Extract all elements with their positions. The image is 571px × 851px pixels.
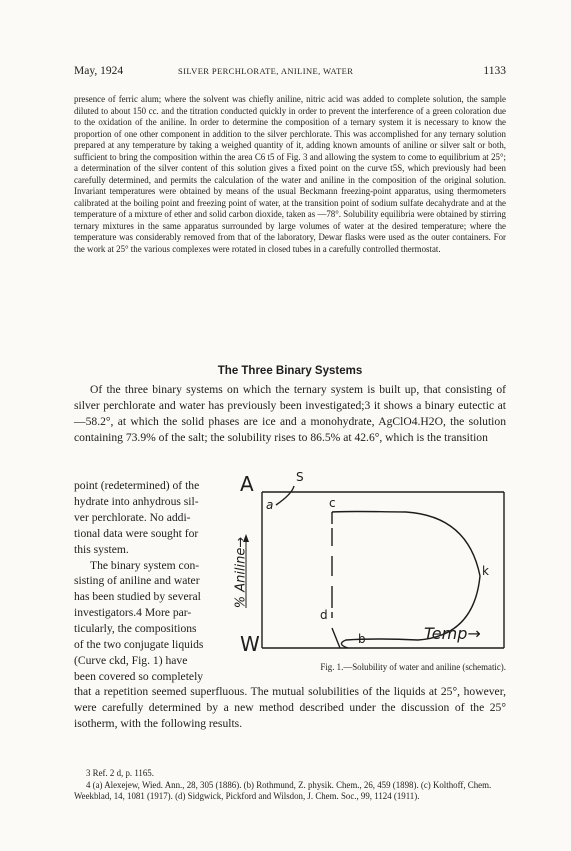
solubility-diagram (236, 468, 506, 680)
wrap-line: tional data were sought for (74, 526, 199, 540)
wrap-line: The binary system con- (90, 558, 200, 572)
footnotes (74, 768, 506, 803)
figure-1 (233, 468, 506, 680)
curve-as (276, 486, 294, 505)
wrap-line: this system. (74, 542, 129, 556)
footnote: 4 (a) Alexejew, Wied. Ann., 28, 305 (1886). (b) Rothmund, Z. physik. Chem., 26, 459 (1898). (c) Kolthoff, Chem. Weekblad, 14, 1081 (1917). (d) Sidgwick, Pickford and Wilsdon, J. Chem. Soc., 99, 1124 (1911). (74, 779, 492, 801)
wrapped-text-column (74, 478, 234, 685)
wrap-line: been covered so completely (74, 669, 204, 683)
methods-section (74, 94, 506, 255)
header-date: May, 1924 (74, 65, 124, 77)
label-a: a (266, 498, 274, 512)
x-axis-label: Temp→ (424, 624, 481, 643)
closing-block (74, 684, 506, 732)
y-axis-label: % Aniline→ (233, 536, 249, 609)
methods-paragraph: presence of ferric alum; where the solvent was chiefly aniline, nitric acid was added to complete solution, the sample diluted to about 150 cc. and the titration conducted quickly in order to prevent the interference of a green coloration due to the oxidation of the aniline. In order to determine the composition of a ternary system it is necessary to know the proportion of one other component in addition to the silver perchlorate. This was accomplished for any ternary solution prepared at any temperature by taking a weighed quantity of it, adding known amounts of aniline or silver salt or both, sufficient to bring the composition within the area C6 t5 of Fig. 3 and allowing the system to come to equilibrium at 25°; a determination of the silver content of this solution gives a fixed point on the curve t5S, which previously had been carefully determined, and permits the calculation of the water and aniline in the composition of the original solution. Invariant temperatures were obtained by means of the usual Beckmann freezing-point apparatus, using thermometers calibrated at the boiling point and freezing point of water, at the transition point of sodium sulfate decahydrate and at the temperature of a mixture of ether and solid carbon dioxide, taken as —78°. Solubility equilibria were obtained by stirring ternary mixtures in the same apparatus surrounded by large volumes of water at the desired temperature; where the temperature was considerably removed from that of the laboratory, Dewar flasks were used as the outer containers. For the work at 25° the various complexes were rotated in closed tubes in a carefully controlled thermostat. (74, 94, 506, 254)
wrap-line: (Curve ckd, Fig. 1) have (74, 653, 188, 667)
page-number: 1133 (483, 65, 506, 77)
wrap-line: of the two conjugate liquids (74, 638, 204, 652)
closing-paragraph: that a repetition seemed superfluous. The mutual solubilities of the liquids at 25°, however, were carefully determined by a new method described under the discussion of the 25° isotherm, with the following results. (74, 685, 506, 730)
figure-caption: Fig. 1.—Solubility of water and aniline (schematic). (320, 662, 506, 672)
running-header (74, 65, 506, 79)
footnote: 3 Ref. 2 d, p. 1165. (86, 768, 154, 778)
wrap-line: has been studied by several (74, 590, 201, 604)
wrap-line: ver perchlorate. No addi- (74, 510, 191, 524)
intro-paragraph: Of the three binary systems on which the ternary system is built up, that consisting of silver perchlorate and water has previously been investigated;3 it shows a binary eutectic at —58.2°, at which the solid phases are ice and a monohydrate, AgClO4.H2O, the solution containing 73.9% of the salt; the solubility rises to 86.5% at 42.6°, which is the transition (74, 383, 506, 444)
label-w: W (240, 632, 260, 656)
label-c: c (329, 496, 336, 510)
header-title: SILVER PERCHLORATE, ANILINE, WATER (178, 66, 354, 76)
wrap-line: sisting of aniline and water (74, 574, 200, 588)
wrap-line: investigators.4 More par- (74, 606, 192, 620)
label-b: b (358, 632, 366, 646)
wrap-line: point (redetermined) of the (74, 479, 200, 492)
intro-block (74, 382, 506, 446)
label-k: k (482, 564, 489, 578)
wrap-line: ticularly, the compositions (74, 622, 197, 636)
curve-db (332, 628, 340, 648)
label-s: S (296, 470, 304, 484)
section-heading: The Three Binary Systems (217, 365, 363, 377)
label-d: d (320, 608, 328, 622)
wrap-line: hydrate into anhydrous sil- (74, 494, 199, 508)
label-a-upper: A (240, 472, 254, 496)
